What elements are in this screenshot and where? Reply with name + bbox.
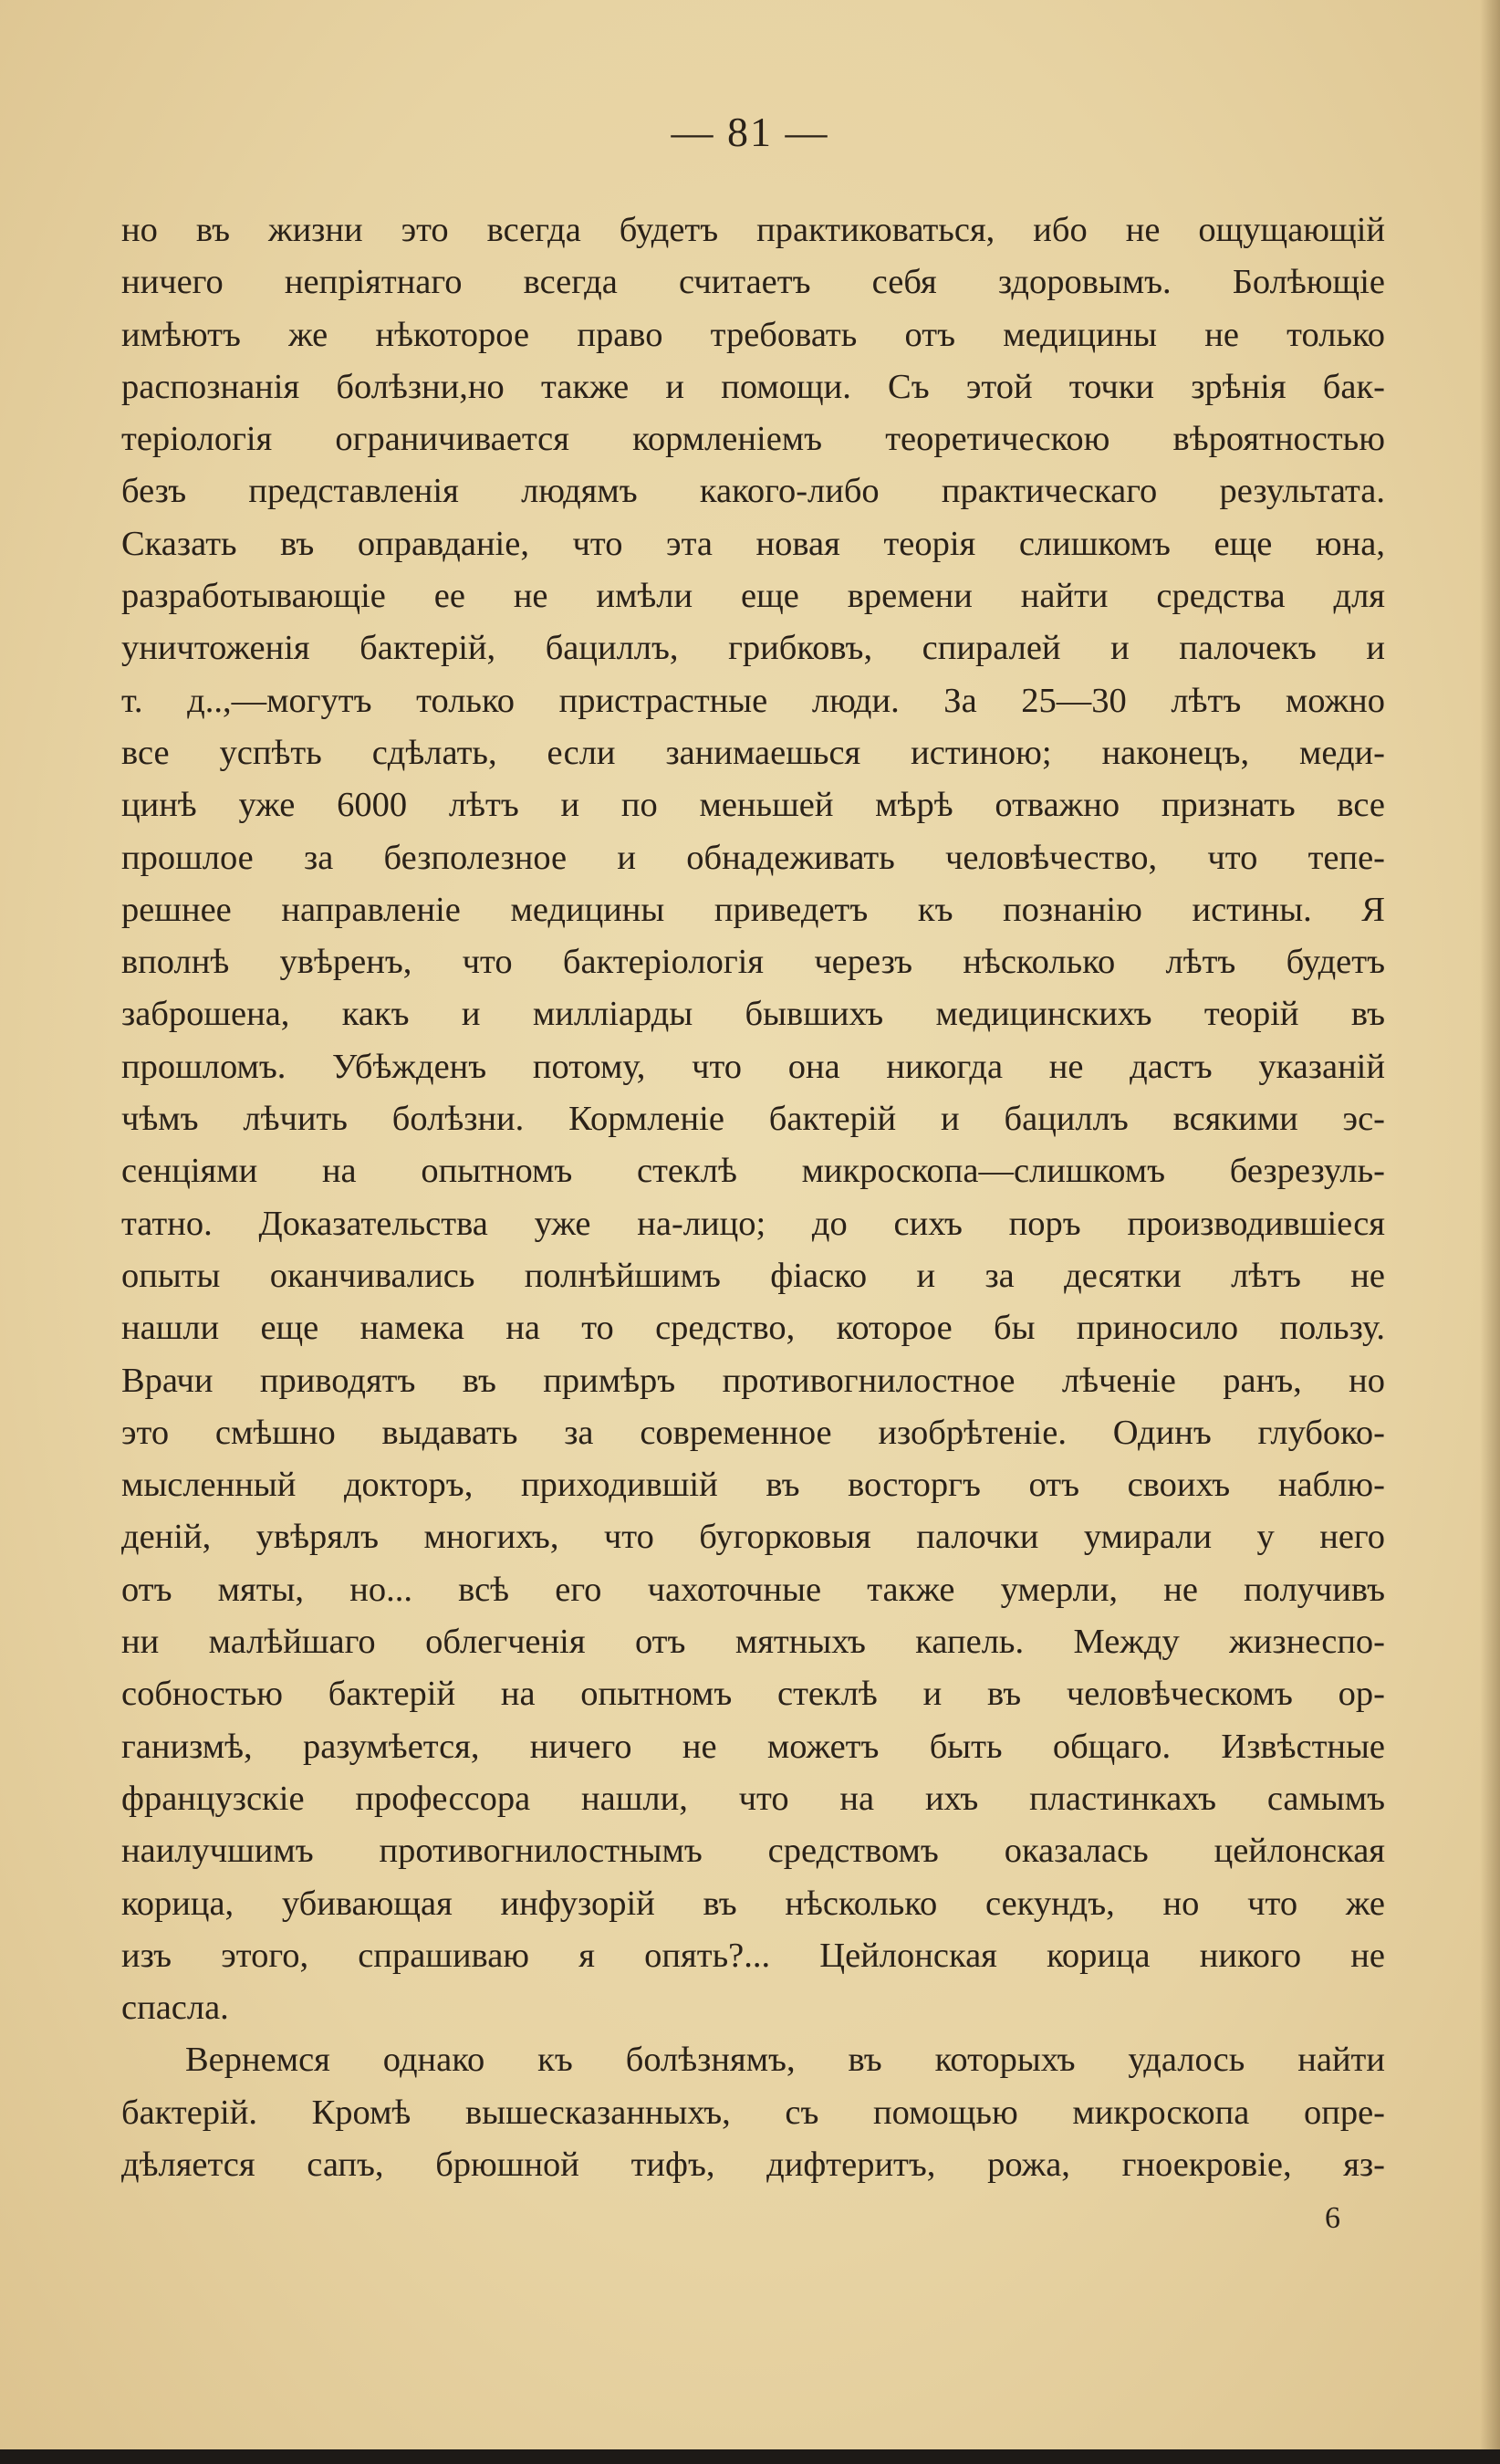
text-line: уничтоженія бактерій, бациллъ, грибковъ, спиралей и палочекъ и (121, 629, 1385, 668)
text-line: собностью бактерій на опытномъ стеклѣ и въ человѣческомъ ор- (121, 1675, 1385, 1714)
text-line: прошломъ. Убѣжденъ потому, что она никогда не дастъ указаній (121, 1047, 1385, 1086)
text-line: все успѣть сдѣлать, если занимаешься истиною; наконецъ, меди- (121, 733, 1385, 772)
text-line: Врачи приводятъ въ примѣръ противогнилостное лѣченіе ранъ, но (121, 1361, 1385, 1400)
text-line: чѣмъ лѣчить болѣзни. Кормленіе бактерій и бациллъ всякими эс- (121, 1100, 1385, 1139)
text-line: наилучшимъ противогнилостнымъ средствомъ оказалась цейлонская (121, 1832, 1385, 1871)
text-line: т. д..,—могутъ только пристрастные люди. За 25—30 лѣтъ можно (121, 681, 1385, 720)
text-line-paragraph-start: Вернемся однако къ болѣзнямъ, въ которыхъ удалось найти (185, 2041, 1385, 2080)
text-line: отъ мяты, но... всѣ его чахоточные также умерли, не получивъ (121, 1570, 1385, 1609)
text-line: но въ жизни это всегда будетъ практиковаться, ибо не ощущающій (121, 211, 1385, 249)
text-line: опыты оканчивались полнѣйшимъ фіаско и за десятки лѣтъ не (121, 1256, 1385, 1295)
text-line: ничего непріятнаго всегда считаетъ себя здоровымъ. Болѣющіе (121, 263, 1385, 302)
text-line: распознанія болѣзни,но также и помощи. Съ этой точки зрѣнія бак- (121, 367, 1385, 406)
scan-bottom-edge (0, 2449, 1500, 2464)
page-edge-shadow (1480, 0, 1500, 2464)
text-line: татно. Доказательства уже на-лицо; до сихъ поръ производившіеся (121, 1204, 1385, 1243)
text-line: бактерій. Кромѣ вышесказанныхъ, съ помощью микроскопа опре- (121, 2093, 1385, 2132)
text-line: прошлое за безполезное и обнадеживать человѣчество, что тепе- (121, 838, 1385, 877)
text-line: Сказать въ оправданіе, что эта новая теорія слишкомъ еще юна, (121, 524, 1385, 563)
text-line: это смѣшно выдавать за современное изобрѣтеніе. Одинъ глубоко- (121, 1413, 1385, 1452)
text-line: теріологія ограничивается кормленіемъ теоретическою вѣроятностью (121, 420, 1385, 459)
page-number-header: — 81 — (671, 109, 829, 155)
text-line: вполнѣ увѣренъ, что бактеріологія черезъ нѣсколько лѣтъ будетъ (121, 943, 1385, 982)
text-line: безъ представленія людямъ какого-либо практическаго результата. (121, 472, 1385, 511)
text-line: мысленный докторъ, приходившій въ восторгъ отъ своихъ наблю- (121, 1466, 1385, 1505)
text-line: решнее направленіе медицины приведетъ къ познанію истины. Я (121, 890, 1385, 929)
text-line: ни малѣйшаго облегченія отъ мятныхъ капель. Между жизнеспо- (121, 1623, 1385, 1662)
text-line: цинѣ уже 6000 лѣтъ и по меньшей мѣрѣ отважно признать все (121, 786, 1385, 825)
text-line: ганизмѣ, разумѣется, ничего не можетъ быть общаго. Извѣстные (121, 1727, 1385, 1766)
text-line: нашли еще намека на то средство, которое бы приносило пользу. (121, 1309, 1385, 1348)
text-line: французскіе профессора нашли, что на ихъ пластинкахъ самымъ (121, 1779, 1385, 1818)
text-line: дѣляется сапъ, брюшной тифъ, дифтеритъ, рожа, гноекровіе, яз- (121, 2145, 1385, 2184)
text-line: заброшена, какъ и милліарды бывшихъ медицинскихъ теорій въ (121, 995, 1385, 1034)
body-text (121, 204, 1385, 2191)
text-line: изъ этого, спрашиваю я опять?... Цейлонская корица никого не (121, 1936, 1385, 1975)
text-line: корица, убивающая инфузорій въ нѣсколько секундъ, но что же (121, 1884, 1385, 1923)
text-line: имѣютъ же нѣкоторое право требовать отъ медицины не только (121, 315, 1385, 354)
signature-mark: 6 (1325, 2201, 1340, 2235)
text-line-paragraph-end: спасла. (121, 1989, 229, 2028)
text-line: разработывающіе ее не имѣли еще времени найти средства для (121, 577, 1385, 616)
text-line: деній, увѣрялъ многихъ, что бугорковыя палочки умирали у него (121, 1518, 1385, 1557)
text-line: сенціями на опытномъ стеклѣ микроскопа—слишкомъ безрезуль- (121, 1152, 1385, 1191)
